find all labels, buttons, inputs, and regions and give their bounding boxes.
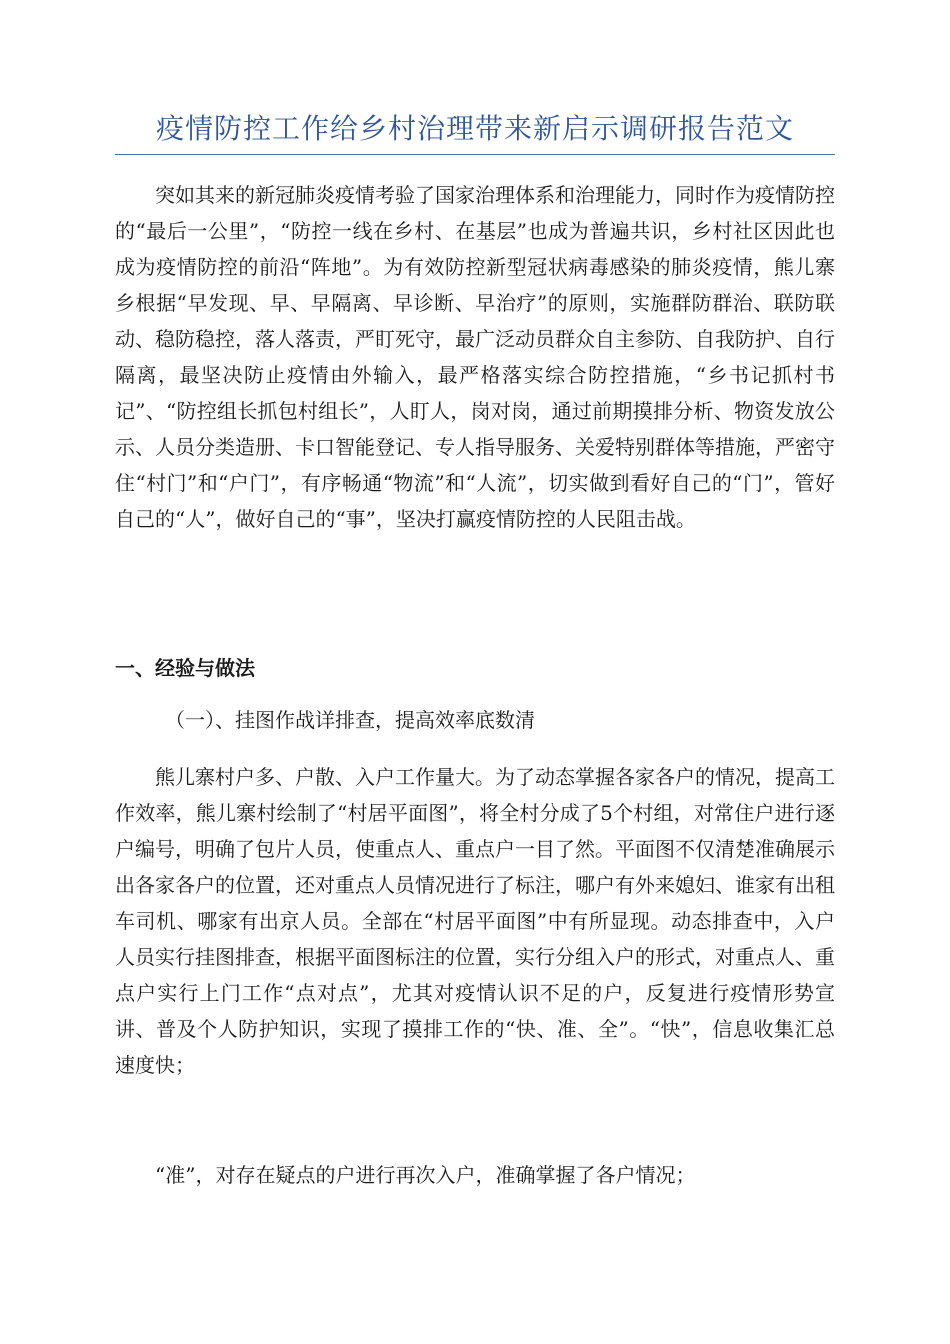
intro-paragraph: 突如其来的新冠肺炎疫情考验了国家治理体系和治理能力，同时作为疫情防控的“最后一公里”，“防控一线在乡村、在基层”也成为普遍共识，乡村社区因此也成为疫情防控的前沿“阵地”。为有效防控新型冠状病毒感染的肺炎疫情，熊儿寨乡根据“早发现、早、早隔离、早诊断、早治疗”的原则，实施群防群治、联防联动、稳防稳控，落人落责，严盯死守，最广泛动员群众自主参防、自我防护、自行隔离，最坚决防止疫情由外输入，最严格落实综合防控措施，“乡书记抓村书记”、“防控组长抓包村组长”，人盯人，岗对岗，通过前期摸排分析、物资发放公示、人员分类造册、卡口智能登记、专人指导服务、关爱特别群体等措施，严密守住“村门”和“户门”，有序畅通“物流”和“人流”，切实做到看好自己的“门”，管好自己的“人”，做好自己的“事”，坚决打赢疫情防控的人民阻击战。	[115, 183, 835, 531]
last-paragraph: “准”，对存在疑点的户进行再次入户，准确掌握了各户情况；	[155, 1163, 696, 1187]
document-title: 疫情防控工作给乡村治理带来新启示调研报告范文	[155, 112, 794, 145]
section-heading: 一、经验与做法	[115, 656, 255, 680]
subsection-heading: （一）、挂图作战详排查，提高效率底数清	[165, 708, 535, 732]
body-paragraph: 熊儿寨村户多、户散、入户工作量大。为了动态掌握各家各户的情况，提高工作效率，熊儿寨村绘制了“村居平面图”，将全村分成了5个村组，对常住户进行逐户编号，明确了包片人员，使重点人、重点户一目了然。平面图不仅清楚准确展示出各家各户的位置，还对重点人员情况进行了标注，哪户有外来媳妇、谁家有出租车司机、哪家有出京人员。全部在“村居平面图”中有所显现。动态排查中，入户人员实行挂图排查，根据平面图标注的位置，实行分组入户的形式，对重点人、重点户实行上门工作“点对点”，尤其对疫情认识不足的户，反复进行疫情形势宣讲、普及个人防护知识，实现了摸排工作的“快、准、全”。“快”，信息收集汇总速度快；	[115, 765, 835, 1077]
title-block	[115, 104, 835, 155]
